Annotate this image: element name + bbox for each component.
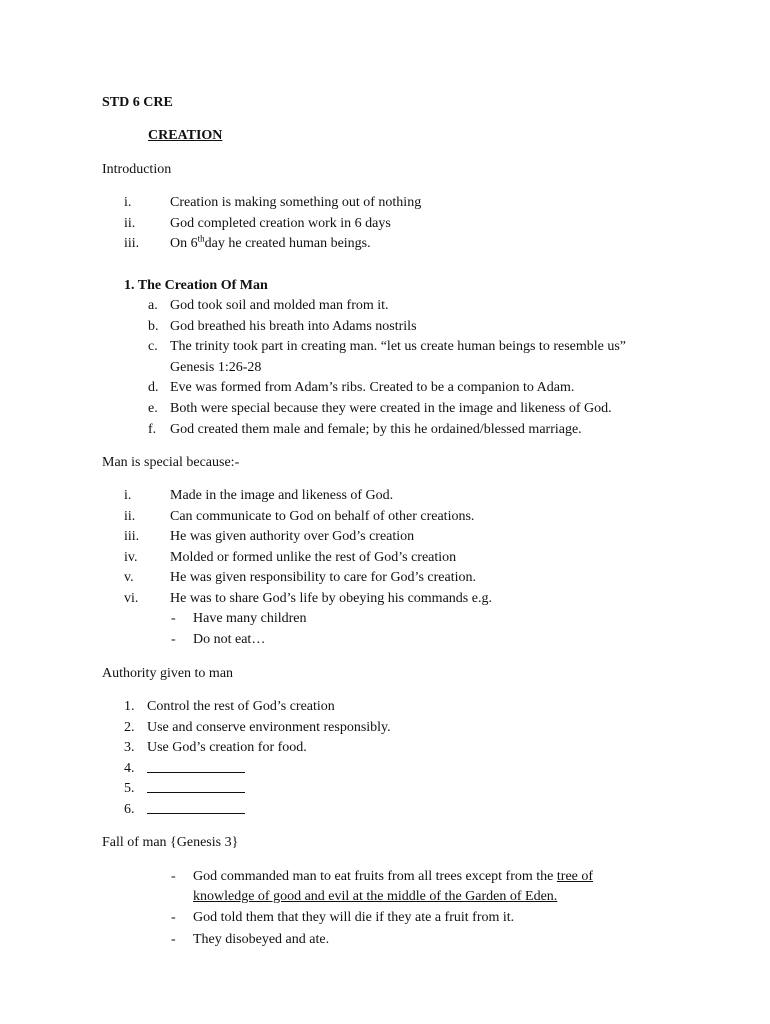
blank-answer-line <box>147 760 245 779</box>
list-item: Made in the image and likeness of God. <box>170 488 394 503</box>
list-marker: i. <box>124 195 132 210</box>
section-heading: Fall of man {Genesis 3} <box>102 835 239 850</box>
list-marker: d. <box>148 380 159 395</box>
section-heading: Authority given to man <box>102 666 234 681</box>
list-item-continuation: Genesis 1:26-28 <box>170 360 262 375</box>
blank-answer-line <box>147 780 245 799</box>
topic-heading: CREATION <box>148 128 223 143</box>
text-segment: On 6 <box>170 236 198 251</box>
document-title: STD 6 CRE <box>102 95 173 110</box>
list-item: God breathed his breath into Adams nostrils <box>170 319 417 334</box>
list-marker: iii. <box>124 529 140 544</box>
list-marker: v. <box>124 570 134 585</box>
sub-list-item: Have many children <box>193 611 307 626</box>
section-heading: Man is special because:- <box>102 455 240 470</box>
list-marker: vi. <box>124 591 139 606</box>
sub-list-item: Do not eat… <box>193 632 266 647</box>
bullet-dash: - <box>171 932 176 947</box>
list-item: Molded or formed unlike the rest of God’s creation <box>170 550 457 565</box>
underlined-continuation: knowledge of good and evil at the middle of the Garden of Eden. <box>193 889 558 904</box>
list-item: Control the rest of God’s creation <box>147 699 335 714</box>
list-item: Use God’s creation for food. <box>147 740 307 755</box>
list-item: The trinity took part in creating man. “let us create human beings to resemble us” <box>170 339 627 354</box>
list-item: He was given authority over God’s creation <box>170 529 415 544</box>
underlined-text: tree of <box>556 869 594 884</box>
list-item: Creation is making something out of nothing <box>170 195 422 210</box>
bullet-dash: - <box>171 869 176 884</box>
list-marker: 5. <box>124 781 135 796</box>
bullet-dash: - <box>171 611 176 626</box>
text-segment: God commanded man to eat fruits from all trees except from the <box>193 869 557 884</box>
list-marker: ii. <box>124 216 136 231</box>
intro-heading: Introduction <box>102 162 172 177</box>
list-item: Both were special because they were created in the image and likeness of God. <box>170 401 612 416</box>
list-marker: 6. <box>124 802 135 817</box>
list-item: Can communicate to God on behalf of other creations. <box>170 509 475 524</box>
list-marker: iii. <box>124 236 140 251</box>
list-marker: 2. <box>124 720 135 735</box>
section-heading: 1. The Creation Of Man <box>124 278 268 293</box>
list-item: God created them male and female; by this he ordained/blessed marriage. <box>170 422 582 437</box>
list-marker: 4. <box>124 761 135 776</box>
blank-answer-line <box>147 801 245 820</box>
bullet-dash: - <box>171 632 176 647</box>
list-marker: a. <box>148 298 158 313</box>
text-segment: day he created human beings. <box>204 236 371 251</box>
list-item: Eve was formed from Adam’s ribs. Created to be a companion to Adam. <box>170 380 575 395</box>
list-marker: iv. <box>124 550 138 565</box>
list-marker: 1. <box>124 699 135 714</box>
list-marker: b. <box>148 319 159 334</box>
list-item: He was to share God’s life by obeying his commands e.g. <box>170 591 492 606</box>
list-marker: i. <box>124 488 132 503</box>
list-marker: ii. <box>124 509 136 524</box>
list-item: God took soil and molded man from it. <box>170 298 389 313</box>
list-item: God told them that they will die if they ate a fruit from it. <box>193 910 515 925</box>
list-marker: 3. <box>124 740 135 755</box>
list-item: God completed creation work in 6 days <box>170 216 391 231</box>
bullet-dash: - <box>171 910 176 925</box>
list-marker: f. <box>148 422 157 437</box>
list-item <box>193 868 593 886</box>
list-item <box>170 235 371 253</box>
list-marker: c. <box>148 339 158 354</box>
list-item: Use and conserve environment responsibly. <box>147 720 391 735</box>
list-item: They disobeyed and ate. <box>193 932 330 947</box>
list-item: He was given responsibility to care for God’s creation. <box>170 570 476 585</box>
list-marker: e. <box>148 401 158 416</box>
superscript: th <box>197 233 205 244</box>
